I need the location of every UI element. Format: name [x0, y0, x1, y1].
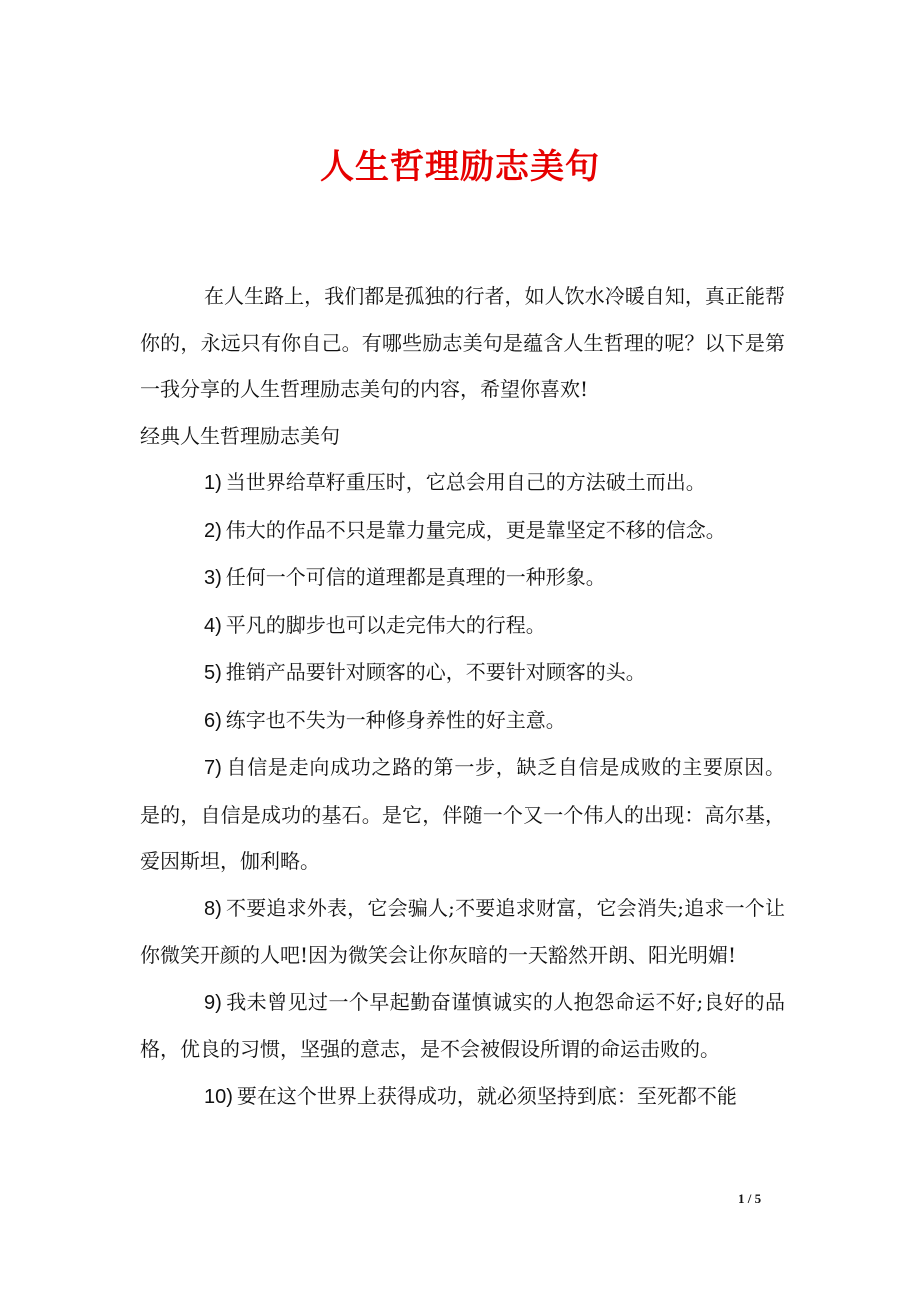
list-item [140, 649, 785, 697]
list-item [140, 507, 785, 555]
list-item [140, 697, 785, 745]
page-number: 1 / 5 [738, 1191, 762, 1206]
item-text: 自信是走向成功之路的第一步，缺乏自信是成败的主要原因。是的，自信是成功的基石。是它，伴随一个又一个伟人的出现：高尔基，爱因斯坦，伽利略。 [140, 755, 785, 873]
item-text: 伟大的作品不只是靠力量完成，更是靠坚定不移的信念。 [225, 517, 726, 542]
item-text: 要在这个世界上获得成功，就必须坚持到底：至死都不能 [236, 1083, 737, 1108]
list-item [140, 744, 785, 885]
item-number: 7) [204, 757, 222, 779]
item-text: 练字也不失为一种修身养性的好主意。 [225, 707, 566, 732]
item-number: 9) [204, 991, 222, 1014]
list-item [140, 979, 785, 1073]
item-text: 平凡的脚步也可以走完伟大的行程。 [225, 612, 546, 637]
list-item [140, 602, 785, 650]
section-heading: 经典人生哲理励志美句 [140, 423, 340, 448]
item-number: 3) [204, 567, 222, 589]
item-number: 10) [204, 1085, 233, 1108]
item-text: 任何一个可信的道理都是真理的一种形象。 [225, 565, 606, 589]
document-title: 人生哲理励志美句 [320, 147, 600, 187]
item-text: 不要追求外表，它会骗人;不要追求财富，它会消失;追求一个让你微笑开颜的人吧!因为微笑会让你灰暗的一天豁然开朗、阳光明媚! [140, 895, 785, 967]
item-number: 1) [204, 472, 222, 494]
list-item [140, 554, 785, 602]
item-number: 5) [204, 662, 222, 684]
item-text: 我未曾见过一个早起勤奋谨慎诚实的人抱怨命运不好;良好的品格，优良的习惯，坚强的意志，是不会被假设所谓的命运击败的。 [140, 989, 785, 1061]
list-item [140, 459, 785, 507]
item-text: 推销产品要针对顾客的心，不要针对顾客的头。 [225, 660, 646, 684]
item-text: 当世界给草籽重压时，它总会用自己的方法破土而出。 [225, 470, 706, 494]
item-number: 8) [204, 897, 222, 920]
document-body [140, 273, 785, 1120]
item-number: 6) [204, 709, 222, 732]
list-item [140, 885, 785, 979]
intro-paragraph: 在人生路上，我们都是孤独的行者，如人饮水冷暖自知，真正能帮你的，永远只有你自己。有哪些励志美句是蕴含人生哲理的呢？以下是第一我分享的人生哲理励志美句的内容，希望你喜欢! [140, 284, 785, 401]
list-item [140, 1073, 785, 1121]
item-number: 4) [204, 614, 222, 637]
item-number: 2) [204, 519, 222, 542]
